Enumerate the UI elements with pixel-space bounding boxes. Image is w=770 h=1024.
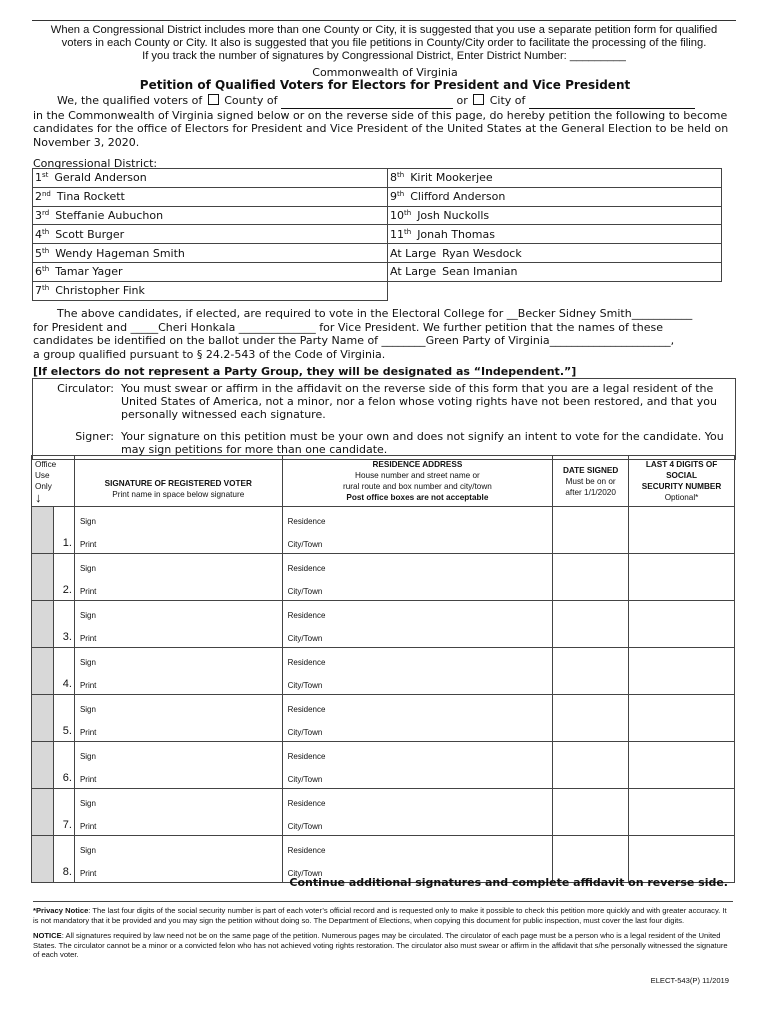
district-elector xyxy=(388,187,722,206)
district-elector xyxy=(388,206,722,225)
date-signed-header: DATE SIGNED Must be on or after 1/1/2020 xyxy=(553,456,629,507)
residence-header: RESIDENCE ADDRESS House number and street name or rural route and box number and city/town Post office boxes are not acceptable xyxy=(282,456,553,507)
signature-cell[interactable]: Sign Print xyxy=(74,507,282,554)
district-elector xyxy=(33,262,388,281)
district-suffix: th xyxy=(42,284,50,293)
district-row xyxy=(33,169,722,188)
elector-name: Sean Imanian xyxy=(442,265,518,279)
electoral-paragraph: The above candidates, if elected, are required to vote in the Electoral College for __Becker Sidney Smith___________ for President and _____Cheri Honkala ______________ for Vice President. We further petition that the names of these candidates be identified on the ballot under the Party Name of ________Green Party of Virginia______________________, a group qualified pursuant to § 24.2-543 of the Code of Virginia. xyxy=(33,307,693,361)
district-elector xyxy=(33,281,388,300)
district-number: 6 xyxy=(35,265,42,279)
signature-cell[interactable]: Sign Print xyxy=(74,554,282,601)
signature-cell[interactable]: Sign Print xyxy=(74,836,282,883)
row-number: 5. xyxy=(53,695,74,742)
date-signed-cell[interactable] xyxy=(553,554,629,601)
district-number: 9 xyxy=(390,190,397,204)
signature-row xyxy=(32,507,735,554)
elector-name: Steffanie Aubuchon xyxy=(55,208,164,222)
district-number: 5 xyxy=(35,246,42,260)
party-name: Green Party of Virginia xyxy=(425,334,550,347)
residence-cell[interactable]: Residence City/Town xyxy=(282,507,553,554)
signer-text: Your signature on this petition must be your own and does not signify an intent to vote for the candidate. You may sign petitions for more than one candidate. xyxy=(121,429,724,456)
office-use-header: Office Use Only ↓ xyxy=(32,456,75,507)
elector-name: Kirit Mookerjee xyxy=(410,171,493,185)
city-name-field[interactable] xyxy=(529,94,695,109)
district-elector xyxy=(33,225,388,244)
row-number: 1. xyxy=(53,507,74,554)
signature-row xyxy=(32,554,735,601)
district-row xyxy=(33,281,722,300)
elector-name: Jonah Thomas xyxy=(417,227,495,241)
city-checkbox[interactable] xyxy=(473,94,484,105)
signature-row xyxy=(32,648,735,695)
district-number: 2 xyxy=(35,190,42,204)
signature-row xyxy=(32,789,735,836)
district-number: 3 xyxy=(35,208,42,222)
date-signed-cell[interactable] xyxy=(553,507,629,554)
elector-name: Christopher Fink xyxy=(55,284,145,298)
district-elector xyxy=(388,244,722,263)
signature-table xyxy=(31,455,735,883)
district-number: 8 xyxy=(390,171,397,185)
arrow-down-icon: ↓ xyxy=(35,489,42,505)
signature-cell[interactable]: Sign Print xyxy=(74,695,282,742)
district-number: 11 xyxy=(390,227,404,241)
independent-note: [If electors do not represent a Party Group, they will be designated as “Independent.”] xyxy=(33,365,577,378)
office-use-cell xyxy=(32,695,54,742)
office-use-cell xyxy=(32,554,54,601)
office-use-cell xyxy=(32,507,54,554)
district-row xyxy=(33,244,722,263)
district-number: 10 xyxy=(390,208,404,222)
petition-title: Petition of Qualified Voters for Electors for President and Vice President xyxy=(139,78,631,92)
office-use-cell xyxy=(32,648,54,695)
district-elector xyxy=(388,262,722,281)
residence-cell[interactable]: Residence City/Town xyxy=(282,742,553,789)
district-elector xyxy=(33,187,388,206)
signature-header: SIGNATURE OF REGISTERED VOTER Print name in space below signature xyxy=(74,456,282,507)
row-number: 7. xyxy=(53,789,74,836)
ssn-cell[interactable] xyxy=(629,648,735,695)
district-row xyxy=(33,187,722,206)
district-elector xyxy=(388,169,722,188)
signer-label: Signer: xyxy=(75,429,114,443)
signature-cell[interactable]: Sign Print xyxy=(74,601,282,648)
district-elector xyxy=(33,169,388,188)
district-elector xyxy=(33,244,388,263)
district-suffix: st xyxy=(42,171,49,180)
row-number: 4. xyxy=(53,648,74,695)
district-suffix: th xyxy=(404,208,412,217)
date-signed-cell[interactable] xyxy=(553,789,629,836)
circulator-label: Circulator: xyxy=(57,382,114,395)
elector-name: Wendy Hageman Smith xyxy=(55,246,185,260)
residence-cell[interactable]: Residence City/Town xyxy=(282,789,553,836)
congressional-district-label: Congressional District: xyxy=(33,157,158,170)
residence-cell[interactable]: Residence City/Town xyxy=(282,601,553,648)
district-suffix: nd xyxy=(42,190,51,199)
office-use-cell xyxy=(32,789,54,836)
county-checkbox[interactable] xyxy=(208,94,219,105)
elector-name: Tina Rockett xyxy=(56,190,125,204)
elector-name: Josh Nuckolls xyxy=(417,208,490,222)
residence-cell[interactable]: Residence City/Town xyxy=(282,648,553,695)
date-signed-cell[interactable] xyxy=(553,601,629,648)
elector-name: Tamar Yager xyxy=(55,265,123,279)
row-number: 6. xyxy=(53,742,74,789)
elector-name: Gerald Anderson xyxy=(54,171,147,185)
signature-row xyxy=(32,695,735,742)
elector-name: Scott Burger xyxy=(55,227,125,241)
district-row xyxy=(33,206,722,225)
district-number: 4 xyxy=(35,227,42,241)
residence-cell[interactable]: Residence City/Town xyxy=(282,554,553,601)
office-use-cell xyxy=(32,601,54,648)
ssn-cell[interactable] xyxy=(629,601,735,648)
signature-cell[interactable]: Sign Print xyxy=(74,789,282,836)
residence-cell[interactable]: Residence City/Town xyxy=(282,836,553,883)
row-number: 2. xyxy=(53,554,74,601)
intro-paragraph: We, the qualified voters of County of or City of in the Commonwealth of Virginia signed below or on the reverse side of this page, do hereby petition the following to become candidates for the office of Electors for President and Vice President of the United States at the General Election to be held on November 3, 2020. xyxy=(33,94,729,149)
notices xyxy=(33,901,733,960)
elector-name: Ryan Wesdock xyxy=(442,246,522,260)
ssn-cell[interactable] xyxy=(629,695,735,742)
ssn-cell[interactable] xyxy=(629,554,735,601)
privacy-notice: *Privacy Notice: The last four digits of the social security number is part of each voter’s official record and is requested only to make it possible to check this petition more quickly and with greater accuracy. It is not mandatory that it be provided and you may sign the petition without doing so. The Department of Elections, when copying this document for public inspection, must cover the last four digits. xyxy=(33,906,727,925)
top-notice: When a Congressional District includes more than one County or City, it is suggested that you use a separate petition form for qualified voters in each County or City. It also is suggested that you file petitions in County/City order to facilitate the processing of the filing. If you track the number of signatures by Congressional District, Enter District Number: _________ xyxy=(32,20,736,63)
signature-row xyxy=(32,742,735,789)
district-suffix: th xyxy=(397,171,405,180)
form-id: ELECT-543(P) 11/2019 xyxy=(650,976,729,985)
district-row xyxy=(33,225,722,244)
ssn-cell[interactable] xyxy=(629,789,735,836)
empty-cell xyxy=(388,281,722,300)
district-elector xyxy=(388,225,722,244)
row-number: 3. xyxy=(53,601,74,648)
ssn-cell[interactable] xyxy=(629,742,735,789)
district-row xyxy=(33,262,722,281)
circulator-text: You must swear or affirm in the affidavit on the reverse side of this form that you are a legal resident of the United States of America, not a minor, nor a felon whose voting rights have not been restored, and that you personally witnessed each signature. xyxy=(121,382,717,422)
district-suffix: th xyxy=(42,265,50,274)
vice-president-name: Cheri Honkala xyxy=(158,320,236,334)
district-number: 1 xyxy=(35,171,42,185)
district-elector xyxy=(33,206,388,225)
district-suffix: th xyxy=(42,227,50,236)
ssn-cell[interactable] xyxy=(629,507,735,554)
general-notice: NOTICE: All signatures required by law need not be on the same page of the petition. Numerous pages may be circulated. The circulator of each page must be a person who is a legal resident of the United States. The circulator cannot be a minor or a convicted felon who has not achieved voting rights restoration. The circulator also must swear or affirm in the affidavit that s/he personally witnessed the signature of each voter. xyxy=(33,931,728,959)
president-name: Becker Sidney Smith xyxy=(517,307,632,320)
signature-cell[interactable]: Sign Print xyxy=(74,742,282,789)
district-number: At Large xyxy=(390,265,437,279)
elector-name: Clifford Anderson xyxy=(410,190,506,204)
district-suffix: th xyxy=(397,190,405,199)
district-suffix: th xyxy=(404,227,412,236)
commonwealth-heading: Commonwealth of Virginia xyxy=(312,66,458,79)
district-suffix: th xyxy=(42,246,50,255)
district-number: 7 xyxy=(35,284,42,298)
continue-note: Continue additional signatures and complete affidavit on reverse side. xyxy=(289,876,728,889)
office-use-cell xyxy=(32,742,54,789)
district-suffix: rd xyxy=(42,208,50,217)
ssn-header: LAST 4 DIGITS OF SOCIAL SECURITY NUMBER Optional* xyxy=(629,456,735,507)
residence-cell[interactable]: Residence City/Town xyxy=(282,695,553,742)
row-number: 8. xyxy=(53,836,74,883)
county-name-field[interactable] xyxy=(281,94,453,109)
district-elector-table xyxy=(32,168,722,301)
circulator-signer-box xyxy=(32,378,736,460)
date-signed-cell[interactable] xyxy=(553,695,629,742)
district-number: At Large xyxy=(390,246,437,260)
date-signed-cell[interactable] xyxy=(553,742,629,789)
signature-cell[interactable]: Sign Print xyxy=(74,648,282,695)
date-signed-cell[interactable] xyxy=(553,648,629,695)
signature-row xyxy=(32,601,735,648)
